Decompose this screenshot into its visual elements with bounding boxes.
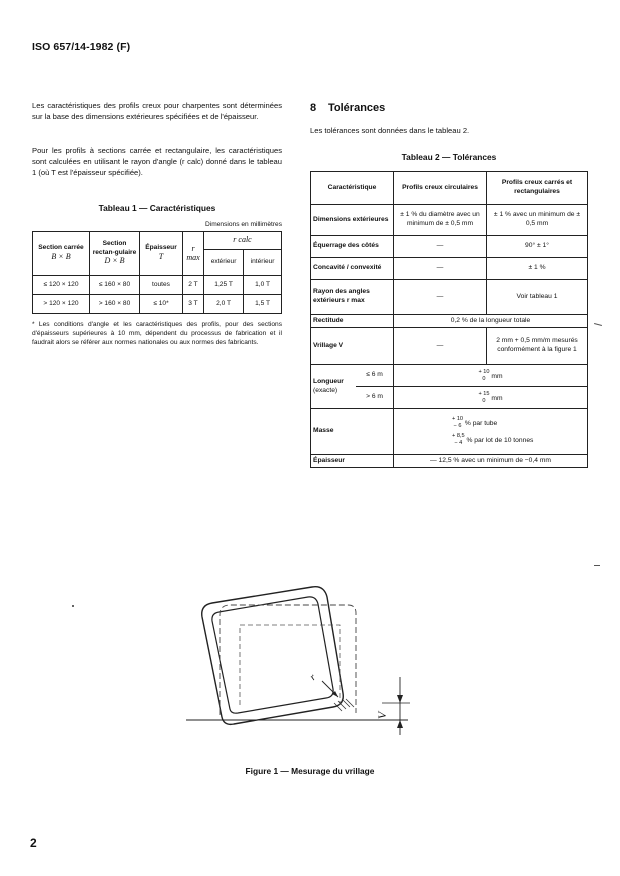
table-cell: 1,0 T [244,276,282,295]
table-row [311,236,588,258]
table-row [311,205,588,236]
t2-dim-label: Dimensions extérieures [311,205,394,236]
table-row [33,276,282,295]
section-number: 8 [310,102,317,114]
t2-head-rect: Profils creux carrés et rectangulaires [487,172,588,205]
t2-ray-label: Rayon des angles extérieurs r max [311,280,394,315]
t2-mass-label: Masse [311,409,394,455]
table-row [311,409,588,455]
t2-len-cond1: ≤ 6 m [356,365,393,387]
table-cell: ≤ 10* [140,295,183,314]
margin-mark [594,323,602,326]
label-v: V [375,711,390,720]
figure-caption: Figure 1 — Mesurage du vrillage [245,766,375,776]
figure-dot [72,605,74,607]
t1-head-thickness: Épaisseur T [140,232,183,276]
t2-len-cond2: > 6 m [356,387,393,409]
table-cell: ≤ 160 × 80 [90,276,140,295]
twist-figure [180,585,430,745]
t1-head-rect: Section rectan-gulaire D × B [90,232,140,276]
paragraph-1: Les caractéristiques des profils creux pour charpentes sont déterminées sur la base des dimensions extérieures spécifiées et de l'épaisseur. [32,101,282,122]
t2-ray-circ: — [394,280,487,315]
table1-title: Tableau 1 — Caractéristiques [98,203,216,213]
t2-rect-val: 0,2 % de la longueur totale [394,315,588,328]
t2-conc-rect: ± 1 % [487,258,588,280]
t2-dim-circ: ± 1 % du diamètre avec un minimum de ± 0,5 mm [394,205,487,236]
table-row [311,365,588,387]
contact-hatch [334,699,354,711]
table-cell: 2,0 T [204,295,244,314]
t2-rect-label: Rectitude [311,315,394,328]
t1-head-square: Section carrée B × B [33,232,90,276]
t2-ray-rect: Voir tableau 1 [487,280,588,315]
paragraph-2: Pour les profils à sections carrée et rectangulaire, les caractéristiques sont calculées en utilisant le rayon d'angle (r calc) donné dans le tableau 1 (où T est l'épaisseur spécifiée). [32,146,282,178]
t2-head-circ: Profils creux circulaires [394,172,487,205]
table-cell: 3 T [183,295,204,314]
t2-sq-rect: 90° ± 1° [487,236,588,258]
t2-len-label-cell: Longueur (exacte) [311,365,357,409]
t2-ep-label: Épaisseur [311,455,394,468]
t2-mass-val: + 10 − 6 % par tube + 8,5 − 4 % par lot de 10 tonnes [394,409,588,455]
t2-head-char: Caractéristique [311,172,394,205]
margin-mark [594,565,600,566]
document-header: ISO 657/14-1982 (F) [32,41,131,53]
section-intro: Les tolérances sont données dans le tableau 2. [310,126,470,135]
t2-vr-circ: — [394,328,487,365]
section-title: Tolérances [328,102,386,114]
table-cell: ≤ 120 × 120 [33,276,90,295]
t1-head-int: intérieur [244,250,282,276]
table-row [311,280,588,315]
table1-footnote: * Les conditions d'angle et les caractéristiques des profils, pour des sections d'épaisseurs supérieures à 10 mm, dépendent du processus de fabrication et il faudrait alors se référer aux normes nationales ou aux normes des fabricants. [32,321,282,346]
t2-vr-rect: 2 mm + 0,5 mm/m mesurés conformément à la figure 1 [487,328,588,365]
t2-ep-val: — 12,5 % avec un minimum de −0,4 mm [394,455,588,468]
table-cell: > 160 × 80 [90,295,140,314]
table-cell: 1,5 T [244,295,282,314]
t1-head-ext: extérieur [204,250,244,276]
label-r: r [307,672,319,683]
t2-vr-label: Vrillage V [311,328,394,365]
table-row [33,295,282,314]
table-row [311,328,588,365]
t2-sq-label: Équerrage des côtés [311,236,394,258]
table1 [32,231,282,314]
table2-title: Tableau 2 — Tolérances [401,152,497,162]
table1-units: Dimensions en millimètres [205,221,282,228]
table-row [311,258,588,280]
table-cell: 2 T [183,276,204,295]
t2-sq-circ: — [394,236,487,258]
t2-conc-circ: — [394,258,487,280]
table-row [311,455,588,468]
t2-len-val1: + 10 0 mm [394,365,588,387]
t1-head-rcalc: r calc [204,232,282,250]
tube-inner [212,597,333,713]
t1-head-rmax: r max [183,232,204,276]
t2-dim-rect: ± 1 % avec un minimum de ± 0,5 mm [487,205,588,236]
table-cell: > 120 × 120 [33,295,90,314]
page-number: 2 [30,836,37,850]
table-cell: toutes [140,276,183,295]
t2-conc-label: Concavité / convexité [311,258,394,280]
table2 [310,171,588,468]
table-cell: 1,25 T [204,276,244,295]
table-row [311,315,588,328]
t2-len-val2: + 15 0 mm [394,387,588,409]
